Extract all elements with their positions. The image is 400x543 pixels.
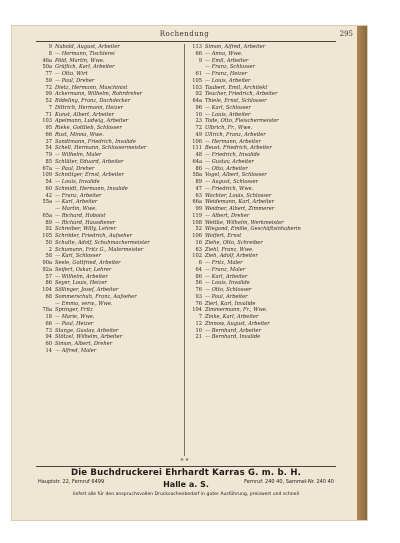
resident-name: Seifert, Oskar, Lehrer <box>55 266 112 273</box>
resident-name: — Friedrich, Invalide <box>205 152 260 158</box>
house-number: 76 <box>195 287 202 293</box>
resident-name: Dietz, Hermann, Maschinist <box>55 84 128 91</box>
house-number: 68 <box>45 293 52 300</box>
resident-name: Beust, Friedrich, Arbeiter <box>205 145 272 152</box>
house-number: 85 <box>45 158 52 165</box>
directory-entry <box>36 233 186 240</box>
house-number: 106 <box>192 233 202 239</box>
column-divider <box>184 44 185 456</box>
resident-name: — Franz, Schlosser <box>205 64 255 71</box>
house-number: 72 <box>45 84 52 91</box>
house-number: 58 <box>45 253 52 260</box>
house-number: 102 <box>192 253 202 260</box>
house-number: 104 <box>42 287 52 293</box>
resident-name: Zieh, Adolf, Arbeiter <box>205 253 258 260</box>
resident-name: Pöld, Martin, Wwe. <box>55 57 105 64</box>
resident-name: Schumann, Fritz G., Malermeister <box>55 246 144 253</box>
resident-name: Schmidt, Hermann, Invalide <box>55 185 128 192</box>
house-number: 9 <box>48 44 52 50</box>
resident-name: — Otto, Wirt <box>55 71 88 77</box>
house-number: 76 <box>195 300 202 307</box>
directory-entry <box>36 145 186 152</box>
resident-name: — Fritz, Maler <box>205 260 243 266</box>
resident-name: Wachter, Louis, Schlosser <box>205 192 272 199</box>
house-number: 105 <box>192 77 202 84</box>
directory-entry <box>186 159 336 166</box>
resident-name: Tode, Otto, Fleischermeister <box>205 118 279 125</box>
directory-entry <box>186 226 336 233</box>
directory-page <box>12 26 367 520</box>
directory-entry <box>36 267 186 274</box>
resident-name: — Martin, Wwe. <box>55 206 97 212</box>
resident-name: Stötzel, Wilhelm, Arbeiter <box>55 334 123 341</box>
resident-name: — Karl, Schlosser <box>55 253 101 260</box>
directory-entry <box>186 193 336 200</box>
resident-name: Sandtmann, Friedrich, Invalide <box>55 138 136 145</box>
house-number: 60 <box>45 341 52 347</box>
house-number: 7 <box>198 314 202 320</box>
resident-name: — Hermann, Tischlerei <box>55 50 115 57</box>
house-number: 103 <box>42 118 52 125</box>
directory-entry <box>36 112 186 119</box>
resident-name: Gräflich, Karl, Arbeiter <box>55 64 115 71</box>
resident-name: — Louis, Invalide <box>55 179 100 185</box>
house-number: 63 <box>195 192 202 199</box>
directory-entry <box>36 274 186 281</box>
house-number: 113 <box>192 44 202 50</box>
directory-entry <box>36 58 186 65</box>
resident-name: Simon, Alfred, Arbeiter <box>205 44 266 50</box>
directory-entry <box>36 118 186 125</box>
resident-name: Schnittger, Ernst, Arbeiter <box>55 172 124 179</box>
directory-entry <box>36 314 186 321</box>
directory-entry <box>186 301 336 308</box>
directory-entry <box>36 166 186 173</box>
directory-entry <box>186 247 336 254</box>
directory-entry <box>186 314 336 321</box>
directory-entry <box>186 179 336 186</box>
house-number: 52 <box>45 98 52 104</box>
directory-entry <box>186 280 336 287</box>
house-number: 67a <box>42 165 52 172</box>
resident-name: Weidner, Albert, Zimmerer <box>205 206 275 212</box>
resident-name: Zinnow, August, Arbeiter <box>205 320 270 327</box>
book-spine <box>357 26 367 520</box>
house-number: 50 <box>45 239 52 246</box>
ad-rule <box>36 466 336 467</box>
house-number: 66a <box>192 199 202 206</box>
directory-entry <box>186 105 336 112</box>
house-number: 61 <box>195 71 202 77</box>
resident-name: — Friedrich, Wwe. <box>205 185 254 192</box>
header-rule <box>36 41 336 42</box>
house-number: 64a <box>192 158 202 165</box>
house-number: 47 <box>195 185 202 192</box>
directory-entry <box>186 71 336 78</box>
directory-entry <box>36 253 186 260</box>
house-number: 54 <box>45 145 52 152</box>
resident-name: — Bernhard, Arbeiter <box>205 327 261 334</box>
resident-name: Seele, Gottfried, Arbeiter <box>55 260 121 266</box>
resident-name: — Wilhelm, Arbeiter <box>55 273 108 280</box>
directory-entry <box>36 172 186 179</box>
house-number: 21 <box>195 334 202 341</box>
house-number: 56 <box>195 280 202 287</box>
house-number: 50a <box>42 64 52 71</box>
directory-entry <box>186 118 336 125</box>
directory-entry <box>186 328 336 335</box>
page-number: 295 <box>339 30 353 38</box>
resident-name: — Franz, Maler <box>205 266 246 273</box>
house-number: 66 <box>45 320 52 327</box>
directory-entry <box>186 294 336 301</box>
resident-name: — Paul, Arbeiter <box>205 293 248 300</box>
directory-entry <box>36 51 186 58</box>
directory-entry <box>36 91 186 98</box>
directory-entry <box>36 341 186 348</box>
resident-name: — Karl, Schlosser <box>205 104 251 111</box>
resident-name: Ulbrich, Fr., Wwe. <box>205 125 253 131</box>
directory-entry <box>36 186 186 193</box>
resident-name: Schulte, Adolf, Schuhmachermeister <box>55 239 150 246</box>
directory-entry <box>186 132 336 139</box>
house-number: 63 <box>195 246 202 253</box>
resident-name: Wettke, Wilhelm, Werkmeister <box>205 219 284 226</box>
house-number: 89 <box>195 179 202 185</box>
resident-name: — Emma, verw., Wwe. <box>55 300 113 307</box>
directory-entry <box>186 287 336 294</box>
resident-name: Ackermann, Wilhelm, Rohrdreher <box>55 91 143 98</box>
resident-name: Taubert, Emil, Architekt <box>205 84 268 91</box>
house-number: 14 <box>45 347 52 354</box>
house-number: 16 <box>195 239 202 246</box>
house-number: 66 <box>45 131 52 138</box>
directory-entry <box>186 260 336 267</box>
house-number: 92a <box>42 266 52 273</box>
house-number: 79 <box>45 152 52 158</box>
directory-entry <box>186 172 336 179</box>
resident-name: Ullrich, Franz, Arbeiter <box>205 131 266 138</box>
directory-entry <box>186 58 336 65</box>
resident-name: Apelmann, Ludwig, Arbeiter <box>55 118 129 125</box>
house-number: 99 <box>45 91 52 98</box>
house-number: 49 <box>195 131 202 138</box>
directory-entry <box>186 213 336 220</box>
resident-name: — Karl, Arbeiter <box>55 199 98 206</box>
directory-entry <box>186 44 336 51</box>
directory-entry <box>186 253 336 260</box>
resident-name: Söllinger, Josef, Arbeiter <box>55 287 119 293</box>
directory-entry <box>186 220 336 227</box>
house-number: 119 <box>192 212 202 219</box>
house-number: 64 <box>195 266 202 273</box>
resident-name: — Gustav, Arbeiter <box>205 158 254 165</box>
ad-address: Hauptstr. 22, Fernruf 6499 <box>38 479 105 485</box>
directory-entry <box>186 64 336 71</box>
ad-slogan: liefert alle für den anspruchsvollen Drucksachenbedarf in guter Ausführung, preiswert und schnell <box>72 492 300 497</box>
resident-name: Kunst, Albert, Arbeiter <box>55 111 114 118</box>
section-stars: * * <box>180 458 189 465</box>
resident-name: Rust, Minna, Wwe. <box>55 131 104 138</box>
directory-entry <box>36 287 186 294</box>
house-number: 42 <box>45 192 52 199</box>
resident-name: — Louis, Invalide <box>205 280 250 287</box>
resident-name: — Otto, Schlosser <box>205 287 252 293</box>
house-number: 72 <box>195 125 202 131</box>
resident-name: Ziehe, Otto, Schreiber <box>205 239 263 246</box>
house-number: 103 <box>192 84 202 91</box>
directory-entry <box>36 213 186 220</box>
directory-entry <box>186 85 336 92</box>
resident-name: Wolfert, Ernst <box>205 233 242 239</box>
resident-name: Zinke, Karl, Arbeiter <box>205 314 259 320</box>
directory-entry <box>186 125 336 132</box>
directory-entry <box>36 247 186 254</box>
house-number: 37 <box>45 138 52 145</box>
resident-name: — Bernhard, Invalide <box>205 334 261 341</box>
house-number: 106 <box>192 138 202 145</box>
house-number: 92 <box>195 91 202 98</box>
directory-entry <box>36 132 186 139</box>
directory-entry <box>186 186 336 193</box>
resident-name: Schell, Hermann, Schlossermeister <box>55 145 147 152</box>
house-number: 71 <box>45 111 52 118</box>
resident-name: — Wilhelm, Maler <box>55 152 102 158</box>
resident-name: Schlüter, Eduard, Arbeiter <box>55 158 124 165</box>
resident-name: — Albert, Dreher <box>205 212 250 219</box>
resident-name: Dittrich, Hermann, Heizer <box>55 104 124 111</box>
directory-entry <box>36 301 186 308</box>
resident-name: Seyer, Louis, Heizer <box>55 280 107 287</box>
directory-entry <box>36 220 186 227</box>
house-number: 60 <box>45 185 52 192</box>
directory-entry <box>36 179 186 186</box>
house-number: 8 <box>48 50 52 57</box>
directory-entry <box>186 240 336 247</box>
directory-entry <box>36 105 186 112</box>
directory-entry <box>36 348 186 355</box>
house-number: 86 <box>195 165 202 172</box>
directory-entry <box>36 78 186 85</box>
resident-name: — Hermann, Arbeiter <box>205 138 261 145</box>
directory-entry <box>36 71 186 78</box>
resident-name: — Anna, Wwe. <box>205 50 243 57</box>
directory-entry <box>36 125 186 132</box>
directory-entry <box>186 267 336 274</box>
house-number: 55a <box>42 199 52 206</box>
resident-name: — Paul, Dreher <box>55 77 95 84</box>
resident-name: — August, Schlosser <box>205 179 259 185</box>
directory-entry <box>36 139 186 146</box>
house-number: 58a <box>192 172 202 179</box>
ad-city: Halle a. S. <box>163 480 209 489</box>
house-number: 57 <box>45 273 52 280</box>
house-number: 65a <box>42 212 52 219</box>
house-number: 89 <box>45 219 52 226</box>
directory-entry <box>186 145 336 152</box>
resident-name: — Paul, Heizer <box>55 320 94 327</box>
resident-name: — Richard, Hausdiener <box>55 219 116 226</box>
directory-entry <box>36 307 186 314</box>
directory-entry <box>186 321 336 328</box>
house-number: 92 <box>45 226 52 233</box>
house-number: 111 <box>192 145 202 152</box>
directory-entry <box>36 321 186 328</box>
resident-name: Nabold, August, Arbeiter <box>55 44 120 50</box>
directory-entry <box>186 206 336 213</box>
house-number: 10 <box>195 111 202 118</box>
house-number: 86 <box>45 280 52 287</box>
directory-entry <box>36 85 186 92</box>
directory-entry <box>186 78 336 85</box>
house-number: 104 <box>192 307 202 314</box>
resident-name: Zierl, Karl, Invalide <box>205 300 256 307</box>
house-number: 95 <box>45 125 52 131</box>
resident-name: — Otto, Arbeiter <box>205 165 248 172</box>
house-number: 6 <box>198 260 202 266</box>
resident-name: Sommerschuh, Franz, Aufseher <box>55 293 137 300</box>
directory-entry <box>186 98 336 105</box>
house-number: 78a <box>42 307 52 314</box>
house-number: 108 <box>192 219 202 226</box>
resident-name: Zimmermann, Fr., Wwe. <box>205 307 268 314</box>
house-number: 99 <box>195 206 202 212</box>
house-number: 9 <box>198 57 202 64</box>
resident-name: — Karl, Arbeiter <box>205 273 248 280</box>
resident-name: Teucher, Friedrich, Arbeiter <box>205 91 278 98</box>
resident-name: — Emil, Arbeiter <box>205 57 249 64</box>
directory-entry <box>186 274 336 281</box>
resident-name: — Richard, Hoboist <box>55 212 106 219</box>
house-number: 52 <box>195 226 202 233</box>
resident-name: — Louis, Arbeiter <box>205 77 251 84</box>
resident-name: Schreiber, Willy, Lehrer <box>55 226 117 233</box>
directory-entry <box>36 159 186 166</box>
directory-entry <box>36 44 186 51</box>
directory-entry <box>186 91 336 98</box>
house-number: 18 <box>45 314 52 320</box>
house-number: 73 <box>45 327 52 334</box>
house-number: 59 <box>45 77 52 84</box>
directory-entry <box>36 98 186 105</box>
house-number: 10 <box>195 327 202 334</box>
resident-name: — Louis, Arbeiter <box>205 111 251 118</box>
printer-advertisement <box>36 468 336 497</box>
directory-entry <box>186 233 336 240</box>
house-number: 90a <box>42 260 52 266</box>
directory-entry <box>36 226 186 233</box>
resident-name: Thiele, Ernst, Schlosser <box>205 98 267 104</box>
directory-entry <box>186 51 336 58</box>
house-number: 64a <box>192 98 202 104</box>
resident-name: — Alfred, Maler <box>55 347 97 354</box>
page-title: Rochendung <box>159 30 210 38</box>
house-number: 96 <box>195 104 202 111</box>
ad-phone: Fernruf: 240 40, Sammel-Nr. 240 40 <box>244 479 334 485</box>
house-number: 7 <box>48 104 52 111</box>
directory-entry <box>36 193 186 200</box>
resident-name: Springer, Fritz <box>55 307 93 314</box>
directory-entry <box>36 206 186 213</box>
directory-entry <box>186 139 336 146</box>
house-number: 54 <box>45 179 52 185</box>
directory-entry <box>186 199 336 206</box>
ad-row <box>36 480 336 491</box>
resident-name: Ziehl, Franz, Wwe. <box>205 246 254 253</box>
resident-name: Weidemann, Karl, Arbeiter <box>205 199 275 206</box>
house-number: 94 <box>45 334 52 341</box>
left-column <box>36 44 186 355</box>
house-number: 93 <box>195 293 202 300</box>
resident-name: Vogel, Albert, Schlosser <box>205 172 267 179</box>
directory-entry <box>186 152 336 159</box>
resident-name: Simon, Albert, Dreher <box>55 341 113 347</box>
right-column <box>186 44 336 341</box>
resident-name: Rieke, Gottlieb, Schlosser <box>55 125 122 131</box>
resident-name: Stange, Gustav, Arbeiter <box>55 327 119 334</box>
house-number: 66 <box>195 50 202 57</box>
house-number: 86 <box>195 273 202 280</box>
house-number: 48 <box>195 152 202 158</box>
house-number: 105 <box>42 233 52 239</box>
directory-entry <box>186 334 336 341</box>
resident-name: — Franz, Heizer <box>205 71 248 77</box>
directory-entry <box>186 307 336 314</box>
directory-entry <box>36 328 186 335</box>
ad-company-name: Die Buchdruckerei Ehrhardt Karras G. m. b. H. <box>70 468 302 478</box>
resident-name: — Marie, Wwe. <box>55 314 95 320</box>
directory-entry <box>36 334 186 341</box>
house-number: 77 <box>45 71 52 77</box>
house-number: 12 <box>195 320 202 327</box>
directory-entry <box>36 280 186 287</box>
directory-entry <box>36 152 186 159</box>
resident-name: Schröder, Friedrich, Aufseher <box>55 233 133 239</box>
house-number: 23 <box>195 118 202 125</box>
resident-name: — Paul, Dreher <box>55 165 95 172</box>
house-number: 109 <box>42 172 52 179</box>
directory-entry <box>36 260 186 267</box>
directory-entry <box>36 240 186 247</box>
house-number: 2 <box>48 246 52 253</box>
directory-entry <box>36 294 186 301</box>
directory-entry <box>36 199 186 206</box>
directory-entry <box>186 166 336 173</box>
resident-name: Wiegand, Emilie, Geschäftsinhaberin <box>205 226 301 233</box>
resident-name: Bödeling, Franz, Dachdecker <box>55 98 131 104</box>
resident-name: — Franz, Arbeiter <box>55 192 102 199</box>
directory-entry <box>36 64 186 71</box>
directory-entry <box>186 112 336 119</box>
house-number: 46a <box>42 57 52 64</box>
